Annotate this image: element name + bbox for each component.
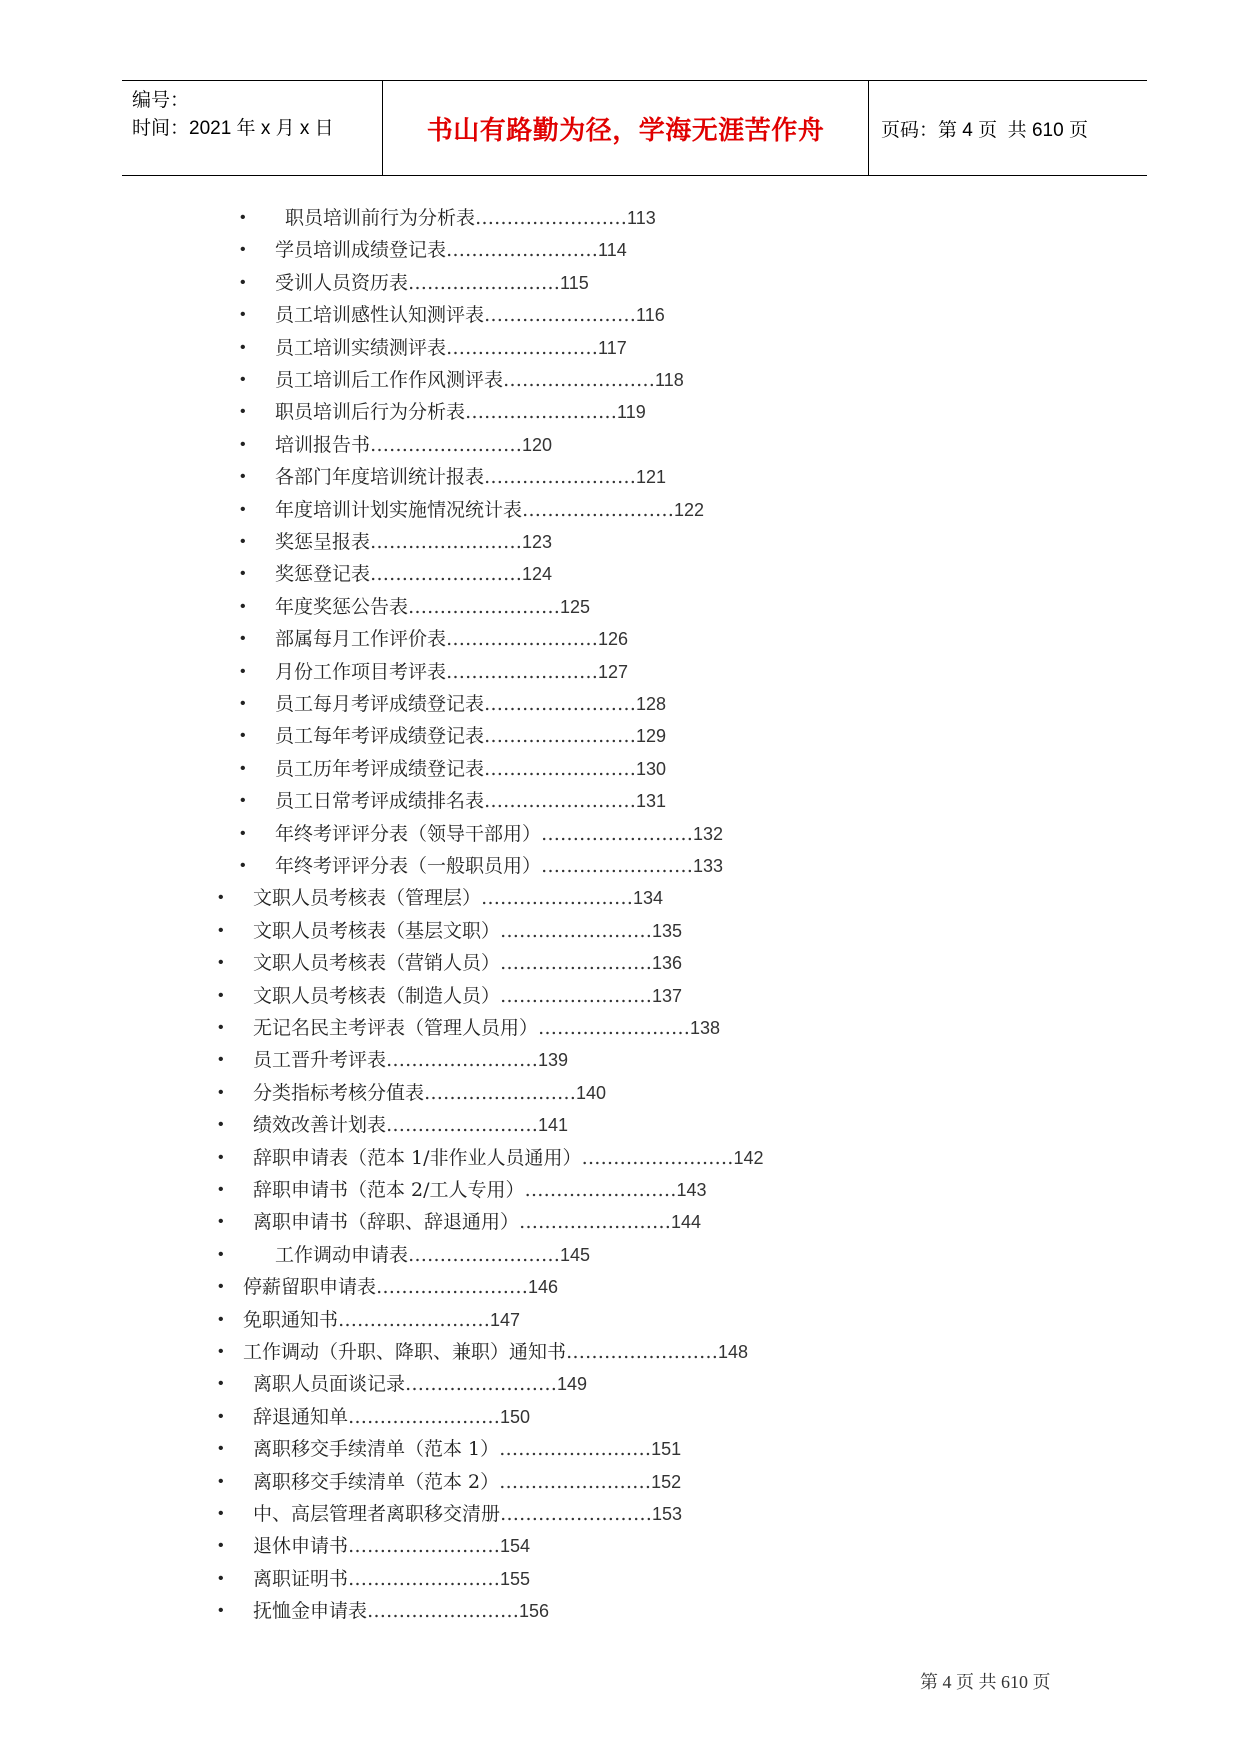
bullet-icon: •: [218, 1019, 224, 1036]
bullet-icon: •: [218, 1602, 224, 1619]
page-header: [122, 80, 1147, 176]
toc-dot-leader: ……………………: [524, 1179, 677, 1201]
bullet-icon: •: [240, 630, 246, 647]
toc-entry-page: 118: [655, 370, 684, 390]
toc-entry-title: 离职证明书: [253, 1568, 349, 1590]
toc-entry-title: 免职通知书: [243, 1309, 339, 1331]
header-page-info: 页码：第 4 页 共 610 页: [881, 119, 1088, 141]
bullet-icon: •: [218, 1149, 224, 1166]
toc-entry-page: 146: [528, 1277, 559, 1297]
toc-entry[interactable]: [275, 396, 646, 428]
toc-dot-leader: ……………………: [370, 563, 523, 585]
bullet-icon: •: [218, 1116, 224, 1133]
toc-entry-title: 年度奖惩公告表: [275, 596, 409, 618]
toc-dot-leader: ……………………: [484, 693, 637, 715]
toc-entry-title: 文职人员考核表（管理层）: [253, 887, 482, 909]
bullet-icon: •: [218, 1537, 224, 1554]
toc-entry-page: 153: [652, 1504, 683, 1524]
toc-entry-page: 121: [636, 467, 667, 487]
bullet-icon: •: [240, 760, 246, 777]
toc-dot-leader: ……………………: [424, 1082, 577, 1104]
toc-entry-title: 离职移交手续清单（范本 2）: [253, 1471, 500, 1493]
toc-dot-leader: ……………………: [446, 337, 599, 359]
toc-entry[interactable]: [253, 980, 682, 1012]
toc-entry-page: 119: [617, 402, 646, 422]
toc-entry[interactable]: [243, 1304, 520, 1336]
toc-dot-leader: ……………………: [446, 239, 599, 261]
toc-dot-leader: ……………………: [522, 499, 675, 521]
toc-entry[interactable]: [275, 299, 665, 331]
toc-entry-title: 中、高层管理者离职移交清册: [253, 1503, 501, 1525]
toc-entry-title: 分类指标考核分值表: [253, 1082, 425, 1104]
toc-entry[interactable]: [275, 558, 552, 590]
toc-entry-page: 120: [522, 435, 553, 455]
toc-entry-title: 辞职申请表（范本 1/非作业人员通用）: [253, 1147, 582, 1169]
toc-entry-title: 工作调动申请表: [275, 1244, 409, 1266]
toc-dot-leader: ……………………: [408, 272, 561, 294]
toc-entry[interactable]: [253, 882, 663, 914]
toc-entry[interactable]: [275, 267, 589, 299]
toc-dot-leader: ……………………: [484, 304, 637, 326]
toc-entry-page: 139: [538, 1050, 569, 1070]
toc-entry-page: 148: [718, 1342, 749, 1362]
bullet-icon: •: [218, 954, 224, 971]
toc-dot-leader: ……………………: [500, 952, 653, 974]
toc-entry-title: 年终考评评分表（领导干部用）: [275, 823, 542, 845]
toc-entry[interactable]: [275, 591, 590, 623]
toc-entry-page: 116: [636, 305, 665, 325]
toc-entry-title: 停薪留职申请表: [243, 1276, 377, 1298]
toc-entry-page: 145: [560, 1245, 591, 1265]
toc-entry-page: 131: [636, 791, 667, 811]
toc-dot-leader: ……………………: [484, 758, 637, 780]
toc-dot-leader: ……………………: [519, 1211, 672, 1233]
toc-entry-page: 134: [633, 888, 664, 908]
toc-entry-title: 员工每月考评成绩登记表: [275, 693, 485, 715]
toc-entry[interactable]: [253, 1466, 681, 1498]
toc-entry-page: 123: [522, 532, 553, 552]
toc-dot-leader: ……………………: [408, 1244, 561, 1266]
toc-dot-leader: ……………………: [348, 1568, 501, 1590]
toc-dot-leader: ……………………: [338, 1309, 491, 1331]
bullet-icon: •: [218, 1181, 224, 1198]
bullet-icon: •: [218, 987, 224, 1004]
bullet-icon: •: [240, 792, 246, 809]
toc-dot-leader: ……………………: [499, 1438, 652, 1460]
toc-entry[interactable]: [275, 526, 552, 558]
toc-dot-leader: ……………………: [581, 1147, 734, 1169]
toc-entry[interactable]: [275, 753, 666, 785]
toc-entry[interactable]: [253, 1595, 549, 1627]
bullet-icon: •: [218, 1408, 224, 1425]
toc-dot-leader: ……………………: [367, 1600, 520, 1622]
bullet-icon: •: [218, 1051, 224, 1068]
toc-entry-page: 128: [636, 694, 667, 714]
toc-entry-title: 离职申请书（辞职、辞退通用）: [253, 1211, 520, 1233]
bullet-icon: •: [218, 1213, 224, 1230]
toc-entry[interactable]: [275, 720, 666, 752]
bullet-icon: •: [218, 1278, 224, 1295]
toc-entry-page: 115: [560, 273, 589, 293]
toc-entry-title: 奖惩呈报表: [275, 531, 371, 553]
toc-entry-title: 无记名民主考评表（管理人员用）: [253, 1017, 539, 1039]
toc-dot-leader: ……………………: [370, 434, 523, 456]
toc-entry[interactable]: [253, 1433, 681, 1465]
bullet-icon: •: [218, 1375, 224, 1392]
toc-entry[interactable]: [253, 1530, 530, 1562]
toc-entry-page: 132: [693, 824, 724, 844]
toc-entry[interactable]: [253, 1498, 682, 1530]
toc-entry-title: 学员培训成绩登记表: [275, 239, 447, 261]
toc-entry-title: 受训人员资历表: [275, 272, 409, 294]
toc-entry-page: 141: [538, 1115, 569, 1135]
toc-dot-leader: ……………………: [386, 1049, 539, 1071]
bullet-icon: •: [218, 1505, 224, 1522]
header-middle-cell: [383, 81, 868, 175]
toc-entry[interactable]: [243, 1271, 558, 1303]
toc-entry[interactable]: [275, 623, 628, 655]
toc-entry[interactable]: [253, 1109, 568, 1141]
toc-entry[interactable]: [275, 1239, 590, 1271]
toc-entry-title: 绩效改善计划表: [253, 1114, 387, 1136]
toc-dot-leader: ……………………: [541, 855, 694, 877]
toc-dot-leader: ……………………: [500, 1503, 653, 1525]
toc-entry-page: 117: [598, 338, 627, 358]
toc-entry-title: 员工培训实绩测评表: [275, 337, 447, 359]
toc-dot-leader: ……………………: [475, 207, 628, 229]
toc-entry[interactable]: [285, 202, 656, 234]
bullet-icon: •: [218, 1311, 224, 1328]
toc-dot-leader: ……………………: [481, 887, 634, 909]
toc-entry-title: 辞退通知单: [253, 1406, 349, 1428]
toc-entry-title: 工作调动（升职、降职、兼职）通知书: [243, 1341, 567, 1363]
toc-entry-title: 文职人员考核表（营销人员）: [253, 952, 501, 974]
toc-entry-page: 122: [674, 500, 705, 520]
toc-dot-leader: ……………………: [446, 661, 599, 683]
bullet-icon: •: [218, 1473, 224, 1490]
toc-entry-page: 129: [636, 726, 667, 746]
toc-entry-page: 113: [627, 208, 656, 228]
toc-dot-leader: ……………………: [348, 1535, 501, 1557]
bullet-icon: •: [240, 468, 246, 485]
bullet-icon: •: [240, 565, 246, 582]
document-number-label: 编号：: [132, 90, 190, 111]
toc-entry[interactable]: [253, 1012, 720, 1044]
bullet-icon: •: [240, 501, 246, 518]
header-right-cell: [869, 81, 1159, 175]
toc-dot-leader: ……………………: [538, 1017, 691, 1039]
toc-entry[interactable]: [275, 656, 628, 688]
toc-entry-page: 138: [690, 1018, 721, 1038]
toc-entry-page: 135: [652, 921, 683, 941]
bullet-icon: •: [240, 209, 246, 226]
toc-entry[interactable]: [253, 1401, 530, 1433]
toc-entry-title: 离职人员面谈记录: [253, 1373, 406, 1395]
toc-dot-leader: ……………………: [386, 1114, 539, 1136]
bullet-icon: •: [240, 339, 246, 356]
toc-entry-page: 144: [671, 1212, 702, 1232]
bullet-icon: •: [240, 306, 246, 323]
toc-dot-leader: ……………………: [499, 1471, 652, 1493]
toc-entry-page: 124: [522, 564, 553, 584]
toc-entry[interactable]: [243, 1336, 748, 1368]
toc-dot-leader: ……………………: [541, 823, 694, 845]
toc-entry-title: 员工历年考评成绩登记表: [275, 758, 485, 780]
bullet-icon: •: [240, 727, 246, 744]
toc-entry[interactable]: [253, 947, 682, 979]
toc-entry-title: 文职人员考核表（制造人员）: [253, 985, 501, 1007]
bullet-icon: •: [218, 1440, 224, 1457]
toc-entry-title: 职员培训后行为分析表: [275, 401, 466, 423]
bullet-icon: •: [240, 663, 246, 680]
toc-entry-title: 员工晋升考评表: [253, 1049, 387, 1071]
toc-dot-leader: ……………………: [376, 1276, 529, 1298]
toc-entry-page: 140: [576, 1083, 607, 1103]
bullet-icon: •: [240, 371, 246, 388]
toc-entry-title: 年终考评评分表（一般职员用）: [275, 855, 542, 877]
toc-entry-page: 151: [651, 1439, 682, 1459]
header-motto: 书山有路勤为径，学海无涯苦作舟: [426, 115, 825, 146]
toc-entry[interactable]: [275, 364, 684, 396]
toc-entry[interactable]: [253, 1206, 701, 1238]
toc-entry-title: 奖惩登记表: [275, 563, 371, 585]
toc-dot-leader: ……………………: [465, 401, 618, 423]
toc-entry-page: 149: [557, 1374, 588, 1394]
bullet-icon: •: [218, 1084, 224, 1101]
page-footer: 第 4 页 共 610 页: [920, 1672, 1051, 1692]
toc-entry-page: 156: [519, 1601, 550, 1621]
toc-entry[interactable]: [275, 429, 552, 461]
bullet-icon: •: [240, 695, 246, 712]
toc-dot-leader: ……………………: [348, 1406, 501, 1428]
bullet-icon: •: [240, 598, 246, 615]
toc-entry-page: 126: [598, 629, 629, 649]
document-date: 时间：2021 年 x 月 x 日: [132, 118, 334, 139]
toc-entry[interactable]: [253, 1174, 707, 1206]
bullet-icon: •: [218, 889, 224, 906]
toc-entry-title: 员工每年考评成绩登记表: [275, 725, 485, 747]
toc-dot-leader: ……………………: [566, 1341, 719, 1363]
toc-entry-page: 125: [560, 597, 591, 617]
toc-entry-title: 退休申请书: [253, 1535, 349, 1557]
toc-dot-leader: ……………………: [500, 920, 653, 942]
toc-entry-page: 130: [636, 759, 667, 779]
toc-entry-page: 143: [676, 1180, 707, 1200]
toc-dot-leader: ……………………: [446, 628, 599, 650]
toc-entry-title: 职员培训前行为分析表: [285, 207, 476, 229]
toc-entry-title: 员工培训后工作作风测评表: [275, 369, 504, 391]
toc-dot-leader: ……………………: [484, 725, 637, 747]
toc-entry-page: 147: [490, 1310, 521, 1330]
toc-entry[interactable]: [275, 234, 627, 266]
toc-entry-page: 152: [651, 1472, 682, 1492]
toc-dot-leader: ……………………: [484, 466, 637, 488]
toc-entry[interactable]: [275, 332, 627, 364]
header-left-cell: [132, 81, 382, 175]
toc-entry[interactable]: [253, 1077, 606, 1109]
bullet-icon: •: [240, 241, 246, 258]
toc-entry-title: 各部门年度培训统计报表: [275, 466, 485, 488]
toc-entry-title: 培训报告书: [275, 434, 371, 456]
toc-dot-leader: ……………………: [500, 985, 653, 1007]
toc-entry-title: 年度培训计划实施情况统计表: [275, 499, 523, 521]
toc-dot-leader: ……………………: [370, 531, 523, 553]
toc-entry[interactable]: [275, 461, 666, 493]
toc-entry-page: 142: [733, 1148, 764, 1168]
toc-entry-page: 114: [598, 240, 627, 260]
bullet-icon: •: [240, 825, 246, 842]
toc-entry[interactable]: [253, 1044, 568, 1076]
toc-entry-page: 137: [652, 986, 683, 1006]
toc-entry[interactable]: [275, 850, 723, 882]
bullet-icon: •: [218, 922, 224, 939]
toc-dot-leader: ……………………: [484, 790, 637, 812]
toc-entry-title: 文职人员考核表（基层文职）: [253, 920, 501, 942]
bullet-icon: •: [218, 1343, 224, 1360]
toc-entry-title: 抚恤金申请表: [253, 1600, 368, 1622]
bullet-icon: •: [218, 1570, 224, 1587]
toc-entry-page: 136: [652, 953, 683, 973]
toc-entry-title: 月份工作项目考评表: [275, 661, 447, 683]
bullet-icon: •: [240, 857, 246, 874]
toc-entry[interactable]: [275, 785, 666, 817]
toc-entry[interactable]: [275, 818, 723, 850]
toc-entry-title: 部属每月工作评价表: [275, 628, 447, 650]
toc-entry-title: 员工培训感性认知测评表: [275, 304, 485, 326]
toc-entry-page: 155: [500, 1569, 531, 1589]
toc-entry-title: 员工日常考评成绩排名表: [275, 790, 485, 812]
toc-entry-page: 150: [500, 1407, 531, 1427]
toc-dot-leader: ……………………: [405, 1373, 558, 1395]
toc-entry[interactable]: [275, 494, 704, 526]
toc-entry-title: 辞职申请书（范本 2/工人专用）: [253, 1179, 525, 1201]
toc-entry[interactable]: [253, 1368, 587, 1400]
bullet-icon: •: [240, 274, 246, 291]
toc-entry[interactable]: [275, 688, 666, 720]
toc-entry[interactable]: [253, 1563, 530, 1595]
bullet-icon: •: [240, 436, 246, 453]
toc-entry-page: 154: [500, 1536, 531, 1556]
toc-entry[interactable]: [253, 915, 682, 947]
bullet-icon: •: [240, 403, 246, 420]
toc-entry-page: 127: [598, 662, 629, 682]
toc-dot-leader: ……………………: [503, 369, 656, 391]
toc-dot-leader: ……………………: [408, 596, 561, 618]
bullet-icon: •: [218, 1246, 224, 1263]
toc-entry-page: 133: [693, 856, 724, 876]
toc-entry[interactable]: [253, 1142, 764, 1174]
toc-entry-title: 离职移交手续清单（范本 1）: [253, 1438, 500, 1460]
bullet-icon: •: [240, 533, 246, 550]
